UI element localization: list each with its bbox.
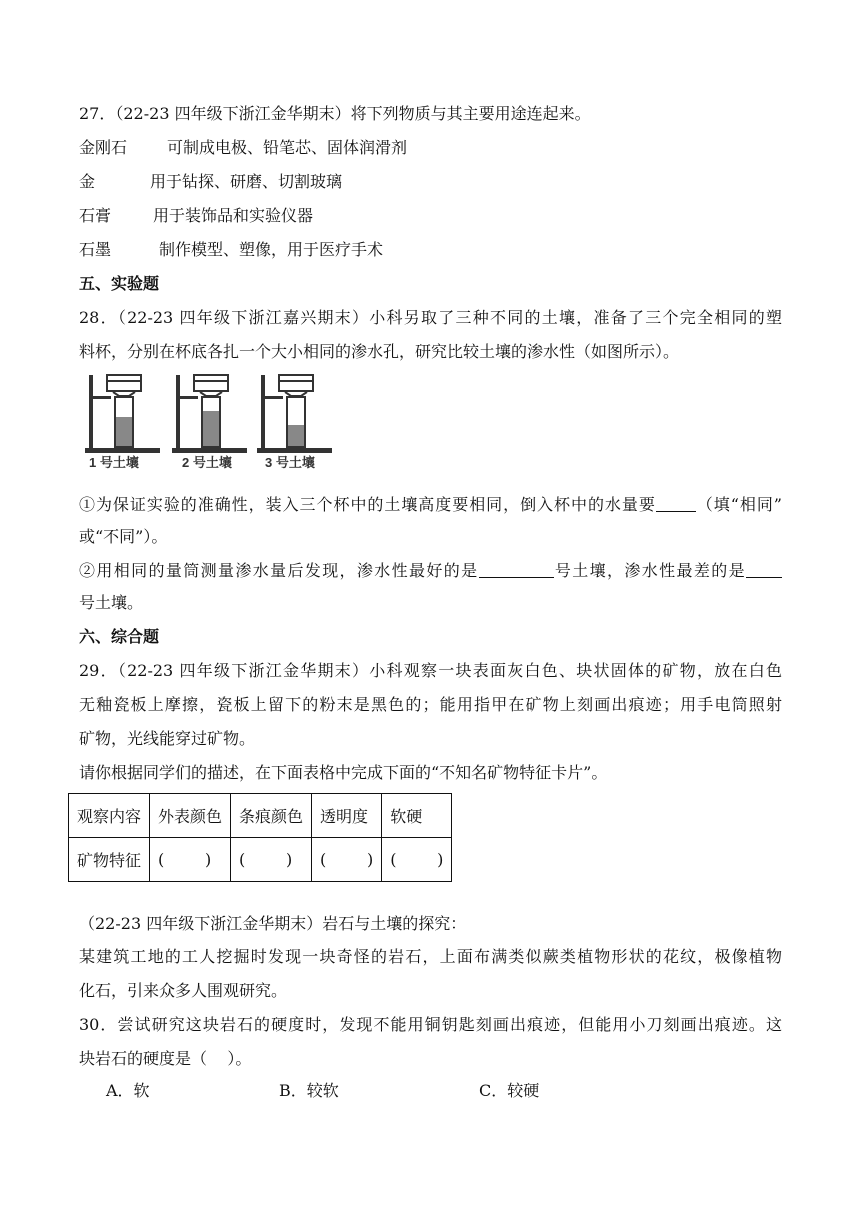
- q27-row-1: 金刚石 可制成电极、铅笔芯、固体润滑剂: [79, 138, 408, 157]
- intro-line-1: （22-23 四年级下浙江金华期末）岩石与土壤的探究：: [79, 914, 467, 933]
- intro-line-2: 某建筑工地的工人挖掘时发现一块奇怪的岩石，上面布满类似蕨类植物形状的花纹，极像植物: [79, 947, 782, 966]
- q28-line-2: 料杯，分别在杯底各扎一个大小相同的渗水孔，研究比较土壤的渗水性（如图所示）。: [79, 342, 680, 361]
- intro-line-3: 化石，引来众多人围观研究。: [79, 981, 288, 1000]
- q29-line-1: 29．（22-23 四年级下浙江金华期末）小科观察一块表面灰白色、块状固体的矿物，放在白色: [79, 661, 782, 680]
- q28-part-2: ②用相同的量筒测量渗水量后发现，渗水性最好的是 号土壤，渗水性最差的是: [79, 561, 782, 581]
- q27-row-4: 石墨 制作模型、塑像，用于医疗手术: [79, 240, 384, 259]
- option-b[interactable]: B．较软: [279, 1081, 339, 1100]
- apparatus-2: [172, 375, 247, 453]
- soil-permeability-figure: [85, 370, 335, 470]
- answer-blank-3[interactable]: [746, 561, 782, 578]
- table-row: [69, 794, 452, 838]
- section-5-heading: 五、实验题: [79, 274, 160, 293]
- q28-part-2-cont: 号土壤。: [79, 593, 144, 612]
- table-header-cell: 透明度: [312, 794, 382, 838]
- table-header-cell: 条痕颜色: [231, 794, 312, 838]
- answer-blank-2[interactable]: [479, 561, 554, 578]
- table-row: [69, 838, 452, 882]
- q28-part-1: ①为保证实验的准确性，装入三个杯中的土壤高度要相同，倒入杯中的水量要 （填“相同”: [79, 495, 782, 514]
- q28-line-1: 28．（22-23 四年级下浙江嘉兴期末）小科另取了三种不同的土壤，准备了三个完全相同的塑: [79, 308, 782, 327]
- q29-line-2: 无釉瓷板上摩擦，瓷板上留下的粉末是黑色的；能用指甲在矿物上刻画出痕迹；用手电筒照射: [79, 695, 782, 714]
- q30-line-1: 30．尝试研究这块岩石的硬度时，发现不能用铜钥匙刻画出痕迹，但能用小刀刻画出痕迹。这: [79, 1015, 782, 1034]
- q28-part-1-cont: 或“不同”）。: [79, 527, 168, 546]
- table-header-cell: 软硬: [382, 794, 452, 838]
- answer-blank-1[interactable]: [656, 495, 696, 512]
- answer-cell[interactable]: ( ): [231, 838, 312, 882]
- section-6-heading: 六、综合题: [79, 627, 160, 646]
- mineral-feature-card: [68, 793, 452, 882]
- soil-label-3: 3 号土壤: [265, 455, 315, 470]
- answer-cell[interactable]: ( ): [312, 838, 382, 882]
- table-cell: 矿物特征: [69, 838, 150, 882]
- q29-line-3: 矿物，光线能穿过矿物。: [79, 729, 256, 748]
- soil-label-2: 2 号土壤: [182, 455, 232, 470]
- q27-stem: 27．（22-23 四年级下浙江金华期末）将下列物质与其主要用途连起来。: [79, 104, 591, 123]
- q29-line-4: 请你根据同学们的描述，在下面表格中完成下面的“不知名矿物特征卡片”。: [79, 763, 608, 782]
- q27-row-3: 石膏 用于装饰品和实验仪器: [79, 206, 314, 225]
- table-header-cell: 外表颜色: [150, 794, 231, 838]
- option-a[interactable]: A．软: [106, 1081, 150, 1100]
- q30-line-2: 块岩石的硬度是（ ）。: [79, 1049, 252, 1068]
- apparatus-1: [85, 375, 160, 453]
- soil-label-1: 1 号土壤: [89, 455, 139, 470]
- answer-cell[interactable]: ( ): [382, 838, 452, 882]
- answer-cell[interactable]: ( ): [150, 838, 231, 882]
- q27-row-2: 金 用于钻探、研磨、切割玻璃: [79, 172, 343, 191]
- option-c[interactable]: C．较硬: [479, 1081, 540, 1100]
- apparatus-3: [257, 375, 332, 453]
- table-header-cell: 观察内容: [69, 794, 150, 838]
